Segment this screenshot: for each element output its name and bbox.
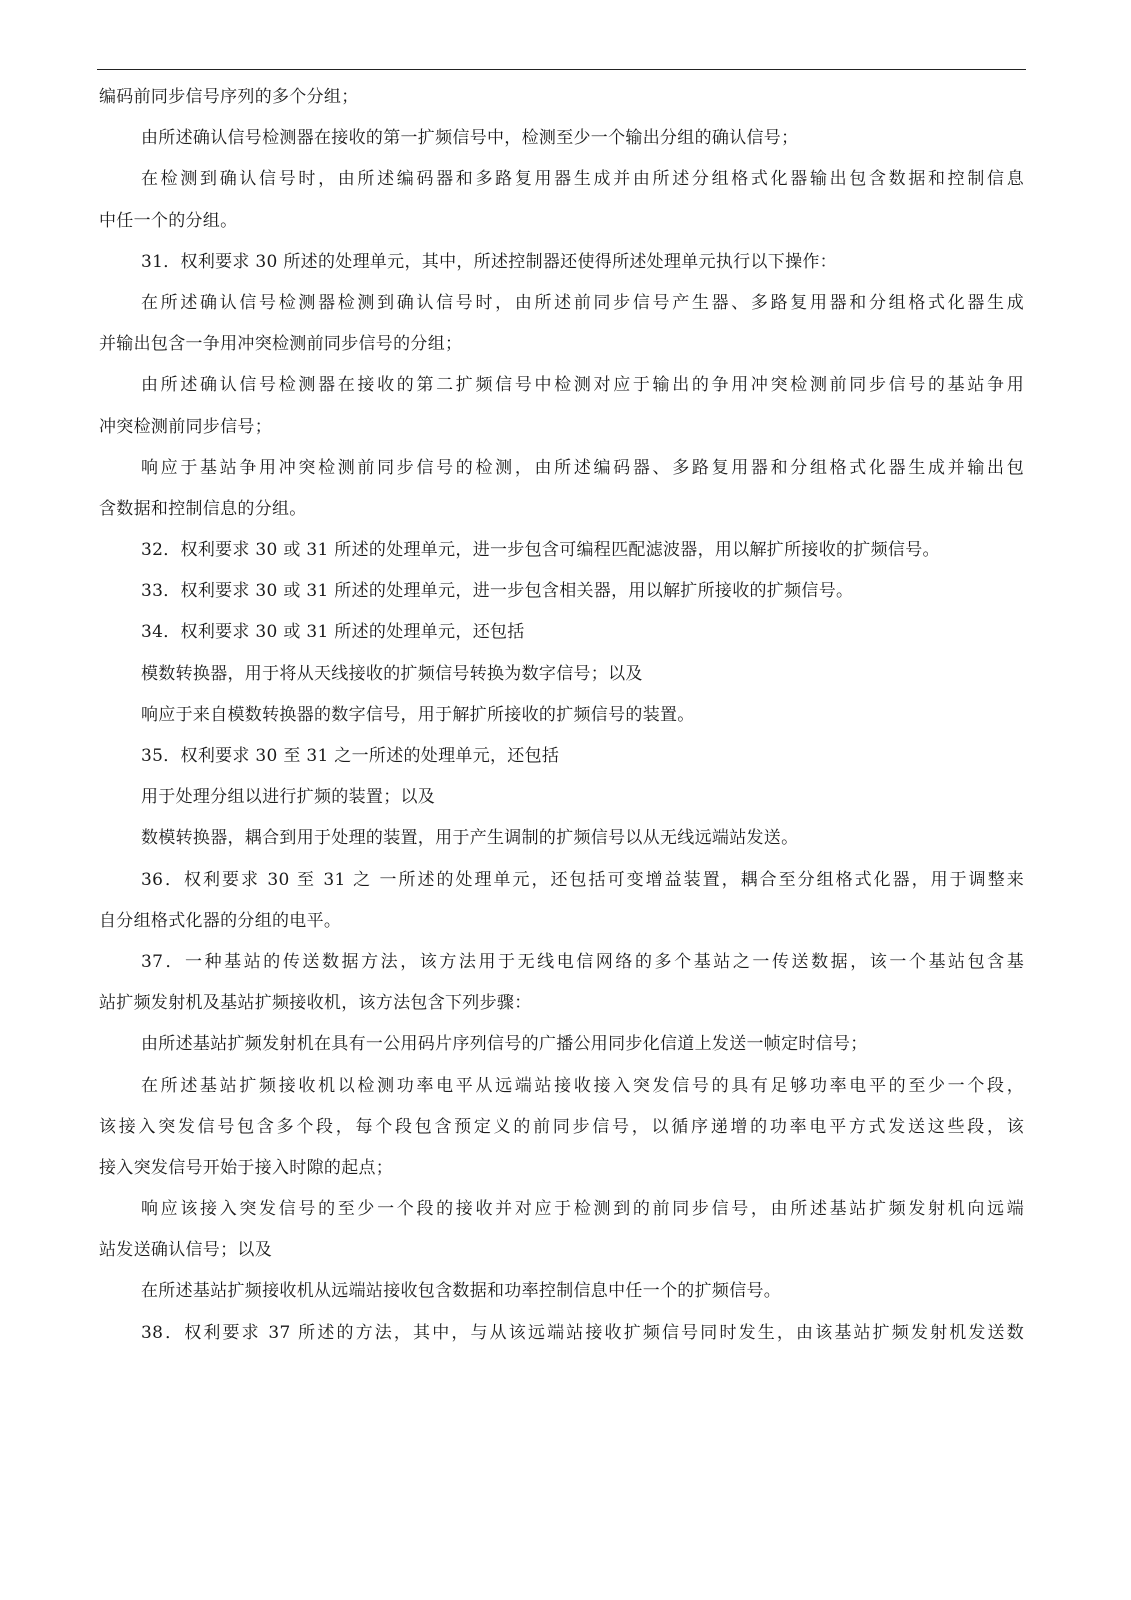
text-line: 35．权利要求 30 至 31 之一所述的处理单元，还包括	[141, 746, 560, 766]
text-line: 编码前同步信号序列的多个分组；	[99, 87, 359, 107]
text-line: 响应于来自模数转换器的数字信号，用于解扩所接收的扩频信号的装置。	[141, 704, 695, 725]
text-line: 31．权利要求 30 所述的处理单元，其中，所述控制器还使得所述处理单元执行以下操作：	[141, 251, 837, 272]
text-line: 中任一个的分组。	[99, 210, 238, 231]
text-line: 模数转换器，用于将从天线接收的扩频信号转换为数字信号；以及	[141, 663, 643, 684]
text-line: 数模转换器，耦合到用于处理的装置，用于产生调制的扩频信号以从无线远端站发送。	[141, 828, 799, 849]
text-line: 37．一种基站的传送数据方法，该方法用于无线电信网络的多个基站之一传送数据，该一个基站包含基	[141, 951, 1024, 972]
header-rule	[97, 69, 1026, 70]
text-line: 站扩频发射机及基站扩频接收机，该方法包含下列步骤：	[99, 993, 532, 1014]
text-line: 由所述基站扩频发射机在具有一公用码片序列信号的广播公用同步化信道上发送一帧定时信号；	[141, 1034, 868, 1055]
text-line: 36．权利要求 30 至 31 之 一所述的处理单元，还包括可变增益装置，耦合至分组格式化器，用于调整来	[141, 869, 1024, 890]
text-line: 在所述基站扩频接收机从远端站接收包含数据和功率控制信息中任一个的扩频信号。	[141, 1281, 782, 1302]
text-line: 由所述确认信号检测器在接收的第二扩频信号中检测对应于输出的争用冲突检测前同步信号的基站争用	[141, 375, 1024, 396]
text-line: 32．权利要求 30 或 31 所述的处理单元，进一步包含可编程匹配滤波器，用以解扩所接收的扩频信号。	[141, 540, 940, 561]
text-line: 并输出包含一争用冲突检测前同步信号的分组；	[99, 334, 463, 355]
text-line: 33．权利要求 30 或 31 所述的处理单元，进一步包含相关器，用以解扩所接收的扩频信号。	[141, 581, 854, 602]
text-line: 在检测到确认信号时，由所述编码器和多路复用器生成并由所述分组格式化器输出包含数据和控制信息	[141, 169, 1024, 190]
text-line: 冲突检测前同步信号；	[99, 416, 272, 437]
text-line: 在所述确认信号检测器检测到确认信号时，由所述前同步信号产生器、多路复用器和分组格式化器生成	[141, 292, 1024, 313]
text-line: 用于处理分组以进行扩频的装置；以及	[141, 787, 436, 808]
text-line: 34．权利要求 30 或 31 所述的处理单元，还包括	[141, 622, 525, 643]
text-line: 在所述基站扩频接收机以检测功率电平从远端站接收接入突发信号的具有足够功率电平的至少一个段，	[141, 1075, 1024, 1096]
text-line: 响应于基站争用冲突检测前同步信号的检测，由所述编码器、多路复用器和分组格式化器生成并输出包	[141, 457, 1024, 478]
text-line: 由所述确认信号检测器在接收的第一扩频信号中，检测至少一个输出分组的确认信号；	[141, 128, 799, 149]
claims-text	[99, 77, 1024, 1354]
text-line: 站发送确认信号；以及	[99, 1240, 272, 1261]
text-line: 响应该接入突发信号的至少一个段的接收并对应于检测到的前同步信号，由所述基站扩频发射机向远端	[141, 1199, 1024, 1220]
text-line: 接入突发信号开始于接入时隙的起点；	[99, 1157, 394, 1178]
text-line: 该接入突发信号包含多个段，每个段包含预定义的前同步信号，以循序递增的功率电平方式发送这些段，该	[99, 1116, 1024, 1137]
text-line: 38．权利要求 37 所述的方法，其中，与从该远端站接收扩频信号同时发生，由该基站扩频发射机发送数	[141, 1322, 1024, 1343]
text-line: 含数据和控制信息的分组。	[99, 498, 307, 519]
text-line: 自分组格式化器的分组的电平。	[99, 910, 342, 931]
